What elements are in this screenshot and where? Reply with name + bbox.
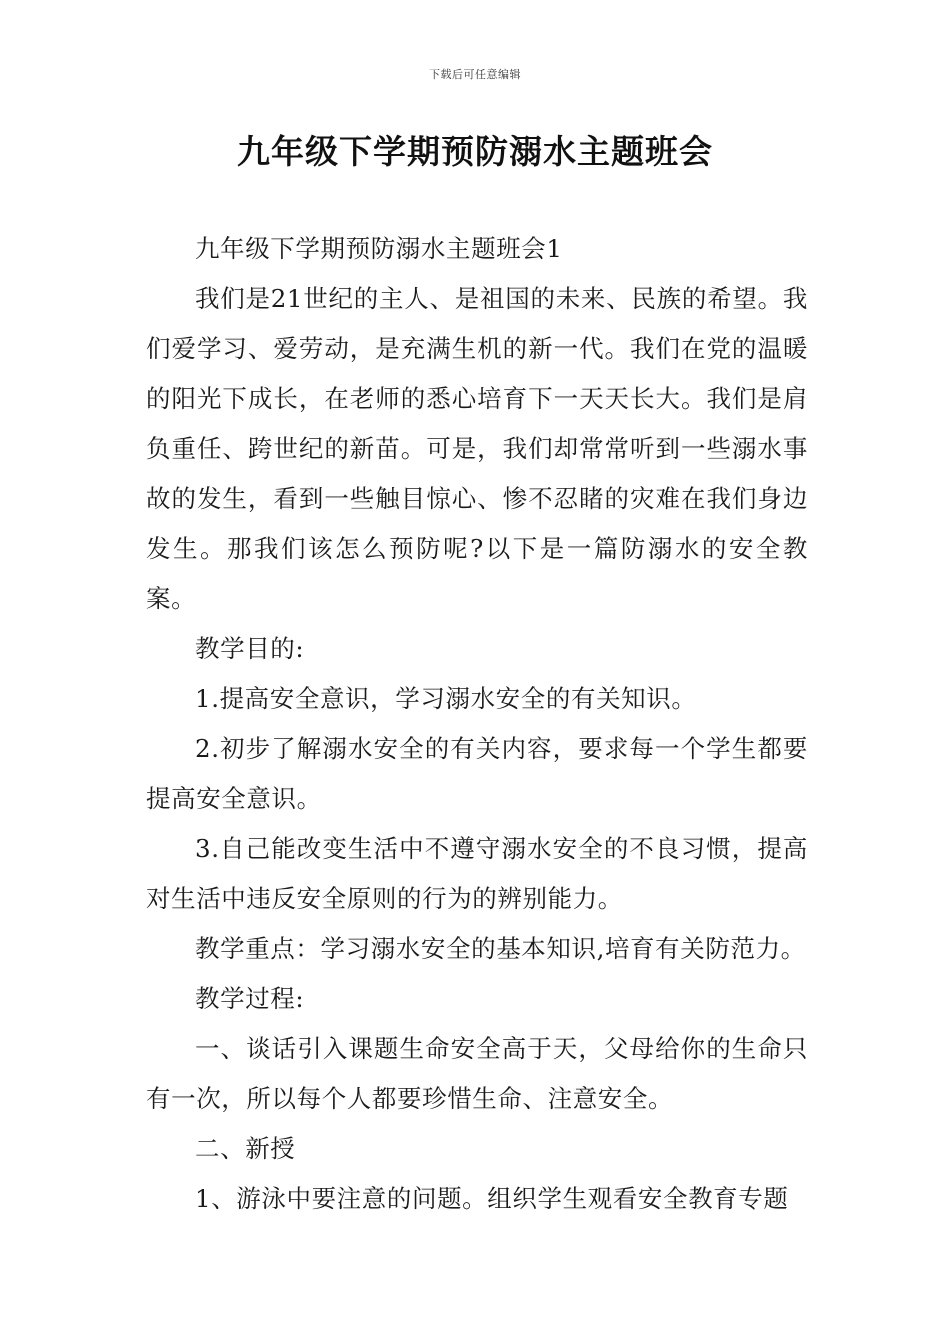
paragraph-process-heading: 教学过程: <box>195 984 305 1013</box>
header-note: 下载后可任意编辑 <box>429 68 521 81</box>
paragraph-objective-3: 3.自己能改变生活中不遵守溺水安全的不良习惯，提高对生活中违反安全原则的行为的辨别能力。 <box>146 834 808 913</box>
paragraph-section-2-heading: 二、新授 <box>195 1134 296 1163</box>
paragraph-objective-1: 1.提高安全意识，学习溺水安全的有关知识。 <box>195 684 697 713</box>
paragraph-section-2-item-1: 1、游泳中要注意的问题。组织学生观看安全教育专题 <box>195 1184 789 1213</box>
document-body <box>146 224 808 1224</box>
paragraph-objectives-heading: 教学目的: <box>195 634 305 663</box>
paragraph-section-1: 一、谈话引入课题生命安全高于天，父母给你的生命只有一次，所以每个人都要珍惜生命、注意安全。 <box>146 1034 808 1113</box>
paragraph-intro: 我们是21世纪的主人、是祖国的未来、民族的希望。我们爱学习、爱劳动，是充满生机的新一代。我们在党的温暖的阳光下成长，在老师的悉心培育下一天天长大。我们是肩负重任、跨世纪的新苗。可是，我们却常常听到一些溺水事故的发生，看到一些触目惊心、惨不忍睹的灾难在我们身边发生。那我们该怎么预防呢?以下是一篇防溺水的安全教案。 <box>146 284 808 613</box>
paragraph-subtitle: 九年级下学期预防溺水主题班会1 <box>195 234 563 263</box>
paragraph-objective-2: 2.初步了解溺水安全的有关内容，要求每一个学生都要提高安全意识。 <box>146 734 808 813</box>
paragraph-key-points: 教学重点：学习溺水安全的基本知识,培育有关防范力。 <box>195 934 806 963</box>
document-title: 九年级下学期预防溺水主题班会 <box>237 132 713 171</box>
